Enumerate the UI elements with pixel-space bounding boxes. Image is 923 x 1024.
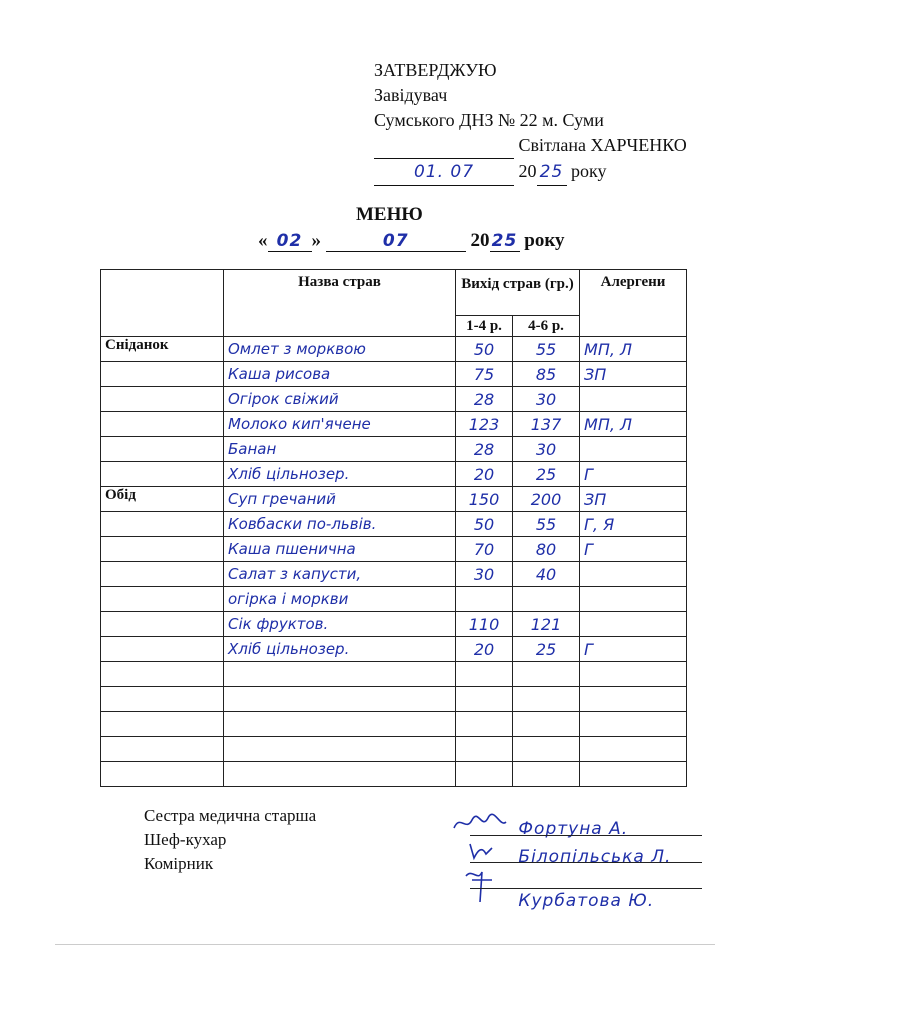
meal-cell — [101, 412, 224, 437]
approval-position: Завідувач — [374, 85, 448, 105]
table-row — [101, 612, 687, 637]
menu-year-suffix: 25 — [490, 231, 520, 252]
allergens-cell — [580, 562, 687, 587]
portion-4-6: 55 — [513, 337, 580, 362]
allergens-cell: Г — [580, 537, 687, 562]
meal-cell — [101, 612, 224, 637]
dish-name — [224, 762, 456, 787]
meal-cell — [101, 362, 224, 387]
header-dish: Назва страв — [224, 270, 456, 337]
header-age-4-6: 4-6 р. — [513, 315, 580, 336]
dish-name — [224, 712, 456, 737]
allergens-cell: Г — [580, 462, 687, 487]
dish-name: Хліб цільнозер. — [224, 462, 456, 487]
portion-4-6: 121 — [513, 612, 580, 637]
signature-name: Фортуна А. — [518, 819, 629, 839]
allergens-cell: ЗП — [580, 362, 687, 387]
allergens-cell — [580, 437, 687, 462]
meal-name: Сніданок — [101, 337, 224, 362]
bottom-divider — [55, 944, 715, 945]
portion-1-4: 150 — [456, 487, 513, 512]
table-row — [101, 562, 687, 587]
director-signature-blank — [374, 133, 514, 159]
portion-1-4 — [456, 762, 513, 787]
portion-4-6 — [513, 587, 580, 612]
allergens-cell — [580, 712, 687, 737]
dish-name: Каша пшенична — [224, 537, 456, 562]
table-row — [101, 437, 687, 462]
allergens-cell — [580, 612, 687, 637]
dish-name: Огірок свіжий — [224, 387, 456, 412]
portion-1-4: 30 — [456, 562, 513, 587]
signature-role: Комірник — [144, 854, 214, 873]
dish-name: Банан — [224, 437, 456, 462]
approval-date: 01. 07 — [374, 160, 514, 186]
portion-4-6 — [513, 737, 580, 762]
portion-1-4 — [456, 662, 513, 687]
portion-4-6: 40 — [513, 562, 580, 587]
table-row — [101, 737, 687, 762]
allergens-cell: Г — [580, 637, 687, 662]
meal-cell — [101, 387, 224, 412]
menu-table-body — [101, 337, 687, 787]
allergens-cell — [580, 687, 687, 712]
portion-4-6: 137 — [513, 412, 580, 437]
menu-day: 02 — [268, 231, 312, 252]
portion-4-6: 30 — [513, 387, 580, 412]
header-meal — [101, 270, 224, 337]
table-row — [101, 412, 687, 437]
menu-year-prefix: 20 — [470, 230, 490, 251]
portion-4-6: 80 — [513, 537, 580, 562]
dish-name: Омлет з морквою — [224, 337, 456, 362]
header-allergens: Алергени — [580, 270, 687, 337]
approval-institution: Сумського ДНЗ № 22 м. Суми — [374, 110, 604, 130]
meal-cell — [101, 712, 224, 737]
portion-1-4: 110 — [456, 612, 513, 637]
meal-cell — [101, 662, 224, 687]
meal-cell — [101, 687, 224, 712]
allergens-cell: МП, Л — [580, 412, 687, 437]
meal-cell — [101, 537, 224, 562]
approval-date-line — [374, 159, 687, 186]
portion-1-4 — [456, 587, 513, 612]
menu-date-line: « 02 » 07 20 25 року — [258, 230, 565, 251]
allergens-cell — [580, 587, 687, 612]
portion-1-4: 28 — [456, 387, 513, 412]
approval-signature-line — [374, 133, 687, 159]
portion-4-6 — [513, 662, 580, 687]
signature-role: Сестра медична старша — [144, 806, 317, 825]
table-row — [101, 487, 687, 512]
portion-4-6: 25 — [513, 637, 580, 662]
signature-underline — [470, 862, 702, 863]
dish-name: огірка і моркви — [224, 587, 456, 612]
approval-year-suffix: 25 — [537, 160, 567, 186]
portion-4-6: 85 — [513, 362, 580, 387]
menu-table — [100, 269, 687, 787]
portion-1-4 — [456, 712, 513, 737]
portion-1-4: 50 — [456, 337, 513, 362]
portion-4-6 — [513, 687, 580, 712]
portion-4-6: 55 — [513, 512, 580, 537]
dish-name: Суп гречаний — [224, 487, 456, 512]
table-row — [101, 362, 687, 387]
table-row — [101, 337, 687, 362]
allergens-cell: ЗП — [580, 487, 687, 512]
approval-heading: ЗАТВЕРДЖУЮ — [374, 60, 497, 80]
meal-cell — [101, 562, 224, 587]
portion-1-4: 20 — [456, 637, 513, 662]
portion-4-6 — [513, 712, 580, 737]
dish-name: Ковбаски по-львів. — [224, 512, 456, 537]
menu-year-word: року — [524, 230, 565, 251]
signature-underline — [470, 835, 702, 836]
dish-name: Сік фруктов. — [224, 612, 456, 637]
portion-1-4: 123 — [456, 412, 513, 437]
allergens-cell — [580, 737, 687, 762]
allergens-cell: МП, Л — [580, 337, 687, 362]
dish-name: Хліб цільнозер. — [224, 637, 456, 662]
dish-name — [224, 737, 456, 762]
signature-name: Курбатова Ю. — [518, 891, 655, 911]
page-title: МЕНЮ — [356, 204, 423, 225]
meal-name: Обід — [101, 487, 224, 512]
table-row — [101, 712, 687, 737]
portion-4-6 — [513, 762, 580, 787]
meal-cell — [101, 437, 224, 462]
signature-role: Шеф-кухар — [144, 830, 227, 849]
menu-month: 07 — [326, 231, 466, 252]
table-row — [101, 762, 687, 787]
dish-name — [224, 687, 456, 712]
dish-name: Каша рисова — [224, 362, 456, 387]
approval-year-prefix: 20 — [518, 161, 537, 181]
director-name: Світлана ХАРЧЕНКО — [518, 135, 687, 155]
table-row — [101, 387, 687, 412]
meal-name — [101, 637, 224, 662]
meal-cell — [101, 462, 224, 487]
table-row — [101, 587, 687, 612]
meal-cell — [101, 587, 224, 612]
portion-1-4: 75 — [456, 362, 513, 387]
table-row — [101, 512, 687, 537]
approval-year-word: року — [571, 161, 607, 181]
portion-1-4: 50 — [456, 512, 513, 537]
portion-4-6: 200 — [513, 487, 580, 512]
dish-name: Салат з капусти, — [224, 562, 456, 587]
portion-1-4 — [456, 687, 513, 712]
table-row — [101, 662, 687, 687]
table-row — [101, 537, 687, 562]
portion-1-4 — [456, 737, 513, 762]
dish-name — [224, 662, 456, 687]
header-age-1-4: 1-4 р. — [456, 315, 513, 336]
allergens-cell — [580, 762, 687, 787]
dish-name: Молоко кип'ячене — [224, 412, 456, 437]
table-row — [101, 462, 687, 487]
portion-1-4: 70 — [456, 537, 513, 562]
signature-underline — [470, 888, 702, 889]
signature-roles — [144, 804, 316, 876]
signature-name: Білопільська Л. — [518, 847, 672, 867]
meal-cell — [101, 512, 224, 537]
approval-block — [374, 58, 687, 186]
header-output: Вихід страв (гр.) — [456, 270, 580, 316]
meal-cell — [101, 762, 224, 787]
table-row — [101, 687, 687, 712]
portion-4-6: 25 — [513, 462, 580, 487]
allergens-cell: Г, Я — [580, 512, 687, 537]
table-row — [101, 637, 687, 662]
meal-cell — [101, 737, 224, 762]
allergens-cell — [580, 387, 687, 412]
portion-1-4: 28 — [456, 437, 513, 462]
portion-1-4: 20 — [456, 462, 513, 487]
allergens-cell — [580, 662, 687, 687]
portion-4-6: 30 — [513, 437, 580, 462]
